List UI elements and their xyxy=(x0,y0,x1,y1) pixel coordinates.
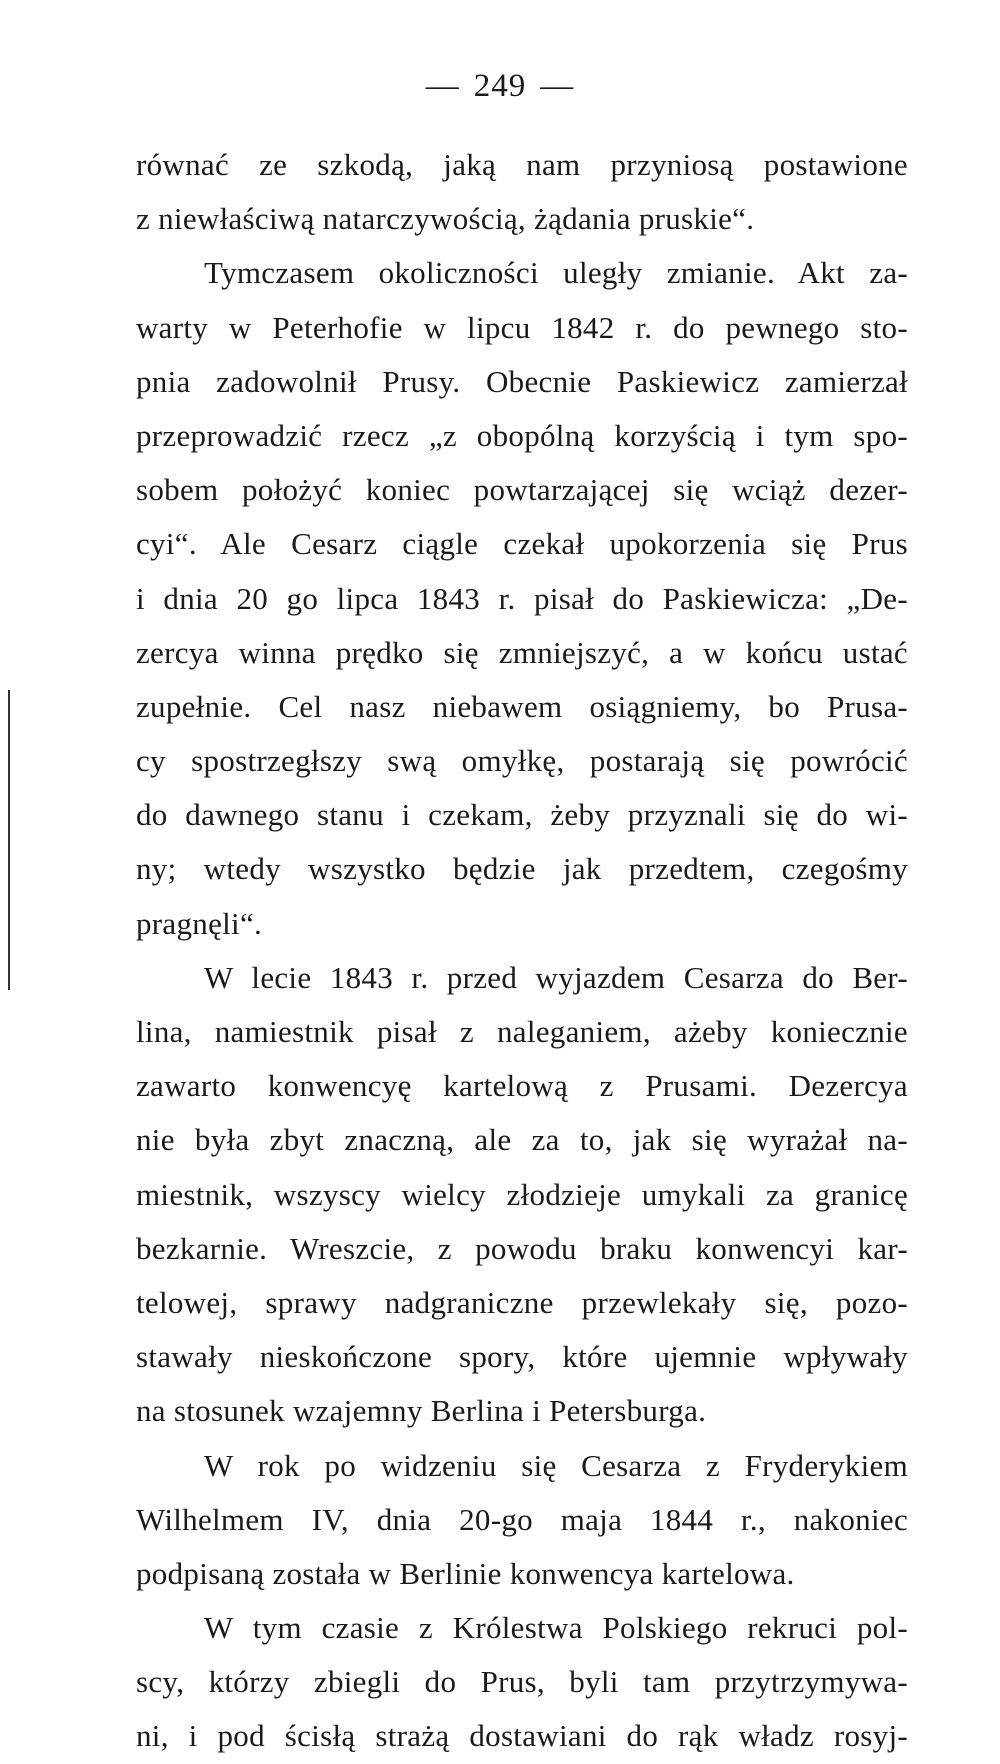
text-line: zupełnie. Cel nasz niebawem osiągniemy, bo Prusa- xyxy=(136,688,908,724)
text-line: Tymczasem okoliczności uległy zmianie. Akt za- xyxy=(204,255,908,291)
text-line: Wilhelmem IV, dnia 20-go maja 1844 r., nakoniec xyxy=(136,1501,908,1537)
body-text xyxy=(136,138,908,1764)
text-line: przeprowadzić rzecz „z obopólną korzyścią i tym spo- xyxy=(136,417,908,453)
header-dash-left: — xyxy=(425,68,460,104)
text-line: cyi“. Ale Cesarz ciągle czekał upokorzenia się Prus xyxy=(136,526,908,562)
text-line: pragnęli“. xyxy=(136,905,263,941)
header-dash-right: — xyxy=(540,68,575,104)
text-line: podpisaną została w Berlinie konwencya kartelowa. xyxy=(136,1555,795,1591)
text-line: zercya winna prędko się zmniejszyć, a w końcu ustać xyxy=(136,634,908,670)
text-line: równać ze szkodą, jaką nam przyniosą postawione xyxy=(136,147,908,182)
text-line: W rok po widzeniu się Cesarza z Fryderykiem xyxy=(204,1447,908,1483)
text-line: cy spostrzegłszy swą omyłkę, postarają się powrócić xyxy=(136,743,908,779)
text-line: z niewłaściwą natarczywością, żądania pruskie“. xyxy=(136,201,755,237)
text-line: lina, namiestnik pisał z naleganiem, ażeby koniecznie xyxy=(136,1014,908,1049)
text-line: do dawnego stanu i czekam, żeby przyznali się do wi- xyxy=(136,797,908,833)
text-line: nie była zbyt znaczną, ale za to, jak się wyrażał na- xyxy=(136,1122,908,1158)
text-line: pnia zadowolnił Prusy. Obecnie Paskiewicz zamierzał xyxy=(136,363,908,399)
text-line: miestnik, wszyscy wielcy złodzieje umykali za granicę xyxy=(136,1176,908,1212)
margin-line xyxy=(8,690,10,990)
text-line: zawarto konwencyę kartelową z Prusami. Dezercya xyxy=(136,1068,908,1104)
text-line: ni, i pod ścisłą strażą dostawiani do rąk władz rosyj- xyxy=(136,1718,908,1754)
text-line: warty w Peterhofie w lipcu 1842 r. do pewnego sto- xyxy=(136,309,908,345)
text-line: na stosunek wzajemny Berlina i Petersburga. xyxy=(136,1393,707,1429)
text-line: i dnia 20 go lipca 1843 r. pisał do Paskiewicza: „De- xyxy=(136,580,908,616)
text-line: W lecie 1843 r. przed wyjazdem Cesarza do Ber- xyxy=(204,959,908,995)
text-line: scy, którzy zbiegli do Prus, byli tam przytrzymywa- xyxy=(136,1664,908,1700)
text-line: sobem położyć koniec powtarzającej się wciąż dezer- xyxy=(136,472,908,508)
page-header xyxy=(0,68,1000,105)
page-number: 249 xyxy=(473,68,527,104)
text-line: W tym czasie z Królestwa Polskiego rekruci pol- xyxy=(204,1610,908,1646)
text-line: stawały nieskończone spory, które ujemnie wpływały xyxy=(136,1339,908,1375)
text-line: bezkarnie. Wreszcie, z powodu braku konwencyi kar- xyxy=(136,1230,908,1266)
text-line: ny; wtedy wszystko będzie jak przedtem, czegośmy xyxy=(136,851,908,887)
text-line: telowej, sprawy nadgraniczne przewlekały się, pozo- xyxy=(136,1284,908,1320)
